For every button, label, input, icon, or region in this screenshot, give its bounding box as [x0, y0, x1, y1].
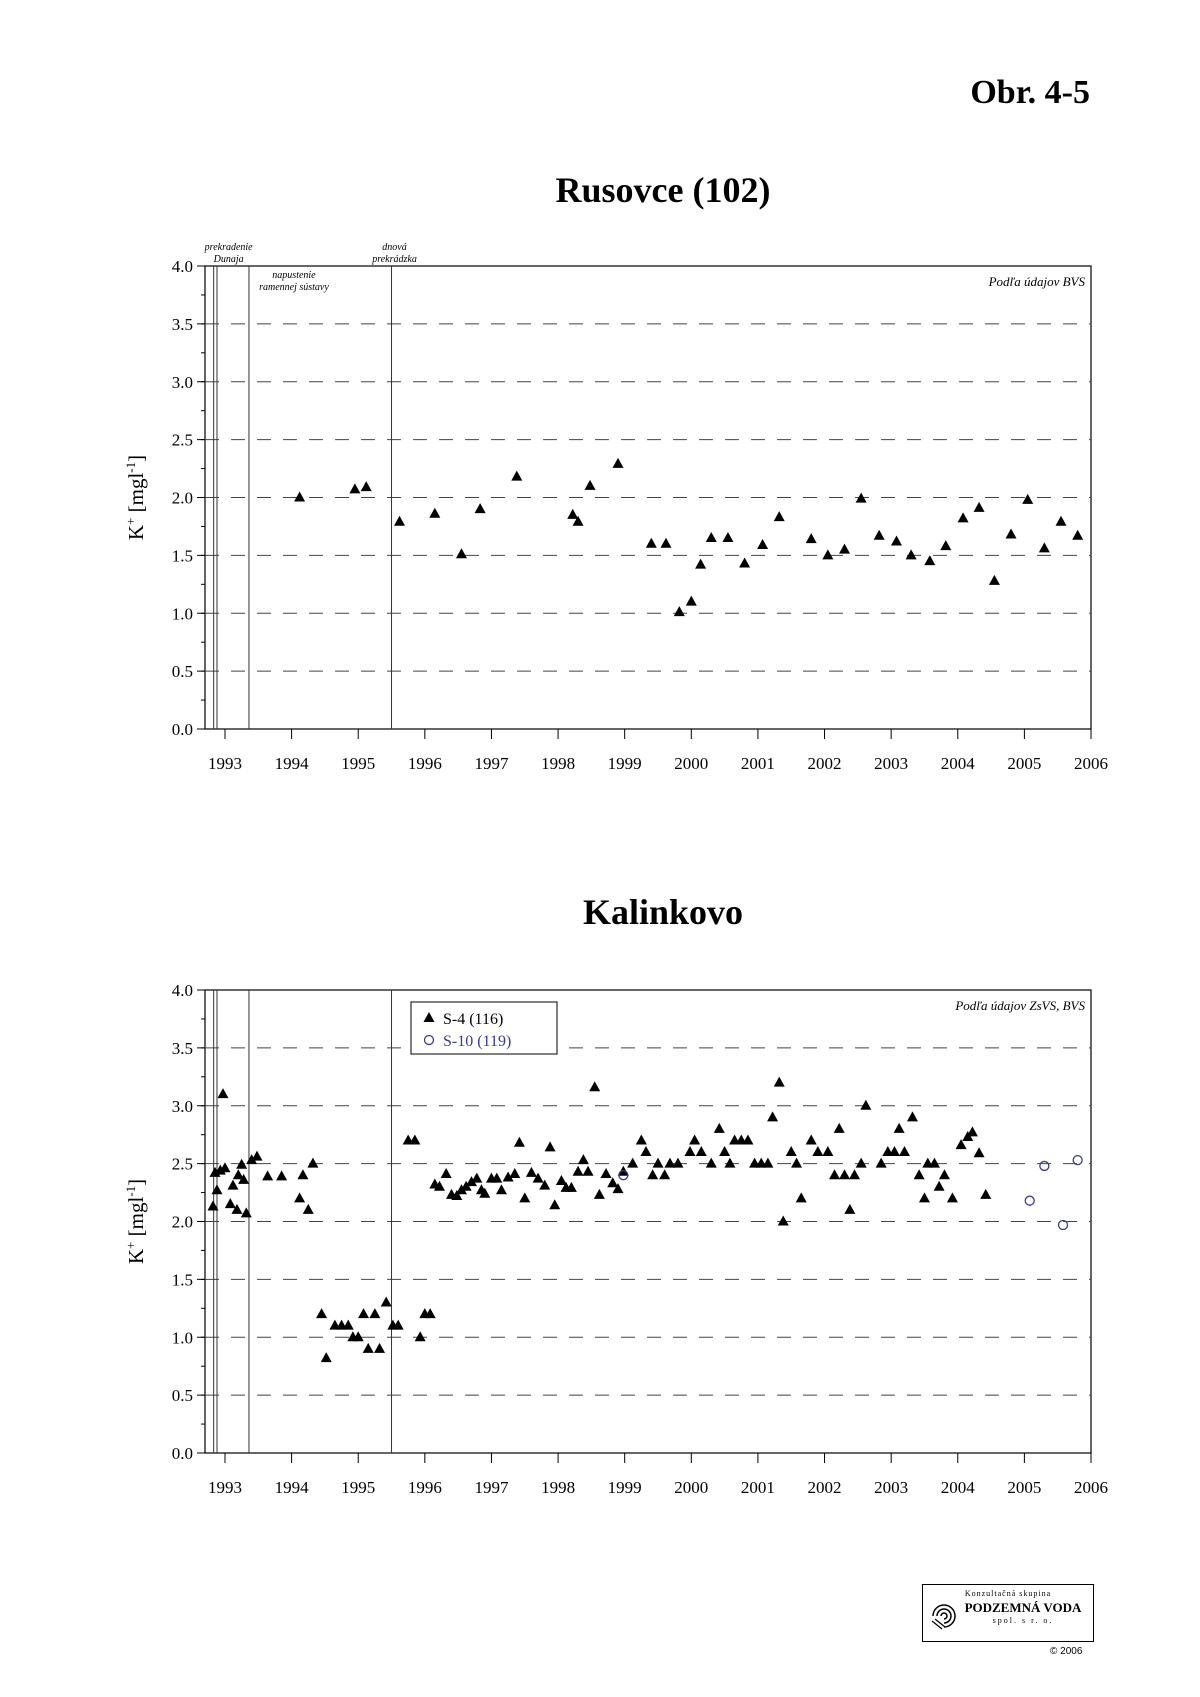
- data-point-triangle: [613, 458, 624, 468]
- x-tick-label: 1996: [407, 754, 442, 773]
- data-point-triangle: [316, 1308, 327, 1318]
- data-point-triangle: [822, 1146, 833, 1156]
- data-point-triangle: [689, 1134, 700, 1144]
- data-point-triangle: [217, 1088, 228, 1098]
- data-point-triangle: [722, 532, 733, 542]
- x-tick-label: 1997: [474, 1478, 509, 1497]
- y-tick-label: 3.5: [171, 314, 193, 334]
- data-point-triangle: [672, 1158, 683, 1168]
- data-point-triangle: [514, 1137, 525, 1147]
- data-point-triangle: [874, 530, 885, 540]
- event-label: prekrádzka: [372, 254, 417, 265]
- legend-label: S-4 (116): [443, 1011, 504, 1028]
- data-point-triangle: [441, 1168, 452, 1178]
- data-point-triangle: [924, 555, 935, 565]
- data-point-triangle: [369, 1308, 380, 1318]
- data-point-triangle: [719, 1146, 730, 1156]
- y-tick-label: 4.0: [171, 257, 193, 276]
- y-axis-label-part: +: [123, 517, 138, 525]
- data-point-triangle: [594, 1189, 605, 1199]
- x-tick-label: 2005: [1007, 754, 1042, 773]
- y-tick-label: 1.0: [171, 1328, 193, 1348]
- chart-title: Kalinkovo: [582, 892, 744, 932]
- x-tick-label: 2006: [1074, 1478, 1108, 1497]
- y-tick-label: 3.0: [171, 372, 193, 392]
- data-point-triangle: [796, 1192, 807, 1202]
- data-point-triangle: [409, 1134, 420, 1144]
- data-point-triangle: [786, 1146, 797, 1156]
- data-point-triangle: [714, 1123, 725, 1133]
- y-axis-label-part: ]: [124, 1178, 148, 1186]
- data-point-triangle: [251, 1151, 262, 1161]
- data-point-triangle: [589, 1081, 600, 1091]
- data-point-triangle: [876, 1158, 887, 1168]
- data-point-triangle: [276, 1170, 287, 1180]
- data-point-triangle: [1022, 494, 1033, 504]
- logo-main-text: PODZEMNÁ VODA: [964, 1600, 1082, 1615]
- data-point-triangle: [475, 503, 486, 513]
- data-point-triangle: [1039, 542, 1050, 552]
- x-tick-label: 1993: [207, 1478, 242, 1497]
- x-tick-label: 2006: [1074, 754, 1108, 773]
- data-point-triangle: [549, 1199, 560, 1209]
- data-point-triangle: [906, 549, 917, 559]
- data-point-triangle: [839, 1169, 850, 1179]
- x-tick-label: 2004: [940, 1478, 975, 1497]
- data-point-triangle: [914, 1169, 925, 1179]
- y-axis-label: [123, 455, 148, 540]
- y-axis-label: [123, 1179, 148, 1264]
- chart-title: Rusovce (102): [555, 170, 771, 210]
- data-point-circle: [1040, 1161, 1049, 1170]
- data-point-triangle: [573, 1166, 584, 1176]
- data-point-triangle: [757, 539, 768, 549]
- data-point-triangle: [860, 1100, 871, 1110]
- data-point-triangle: [509, 1168, 520, 1178]
- data-point-triangle: [834, 1123, 845, 1133]
- data-point-triangle: [762, 1158, 773, 1168]
- event-label: dnová: [382, 242, 407, 253]
- data-point-triangle: [647, 1169, 658, 1179]
- y-tick-label: 1.5: [171, 1270, 193, 1290]
- data-point-triangle: [567, 509, 578, 519]
- y-axis-label-part: ]: [124, 454, 148, 462]
- copyright: © 2006: [1050, 1646, 1083, 1657]
- data-point-triangle: [374, 1343, 385, 1353]
- event-label: napustenie: [272, 270, 316, 281]
- source-note: Podľa údajov BVS: [988, 274, 1085, 289]
- data-point-triangle: [742, 1134, 753, 1144]
- y-tick-label: 1.5: [171, 546, 193, 566]
- data-point-triangle: [646, 538, 657, 548]
- data-point-triangle: [696, 1146, 707, 1156]
- x-tick-label: 1994: [274, 754, 309, 773]
- data-point-triangle: [907, 1111, 918, 1121]
- y-tick-label: 1.0: [171, 604, 193, 624]
- data-point-triangle: [496, 1184, 507, 1194]
- logo-top-text: Konzultačná skupina: [964, 1589, 1052, 1598]
- x-tick-label: 2001: [740, 754, 775, 773]
- data-point-triangle: [361, 481, 372, 491]
- data-point-triangle: [349, 483, 360, 493]
- data-point-triangle: [695, 559, 706, 569]
- y-tick-label: 3.0: [171, 1096, 193, 1116]
- data-point-triangle: [211, 1184, 222, 1194]
- x-tick-label: 2001: [740, 1478, 775, 1497]
- data-point-triangle: [974, 502, 985, 512]
- data-point-triangle: [829, 1169, 840, 1179]
- data-point-triangle: [394, 516, 405, 526]
- data-point-triangle: [659, 1169, 670, 1179]
- data-point-triangle: [856, 1158, 867, 1168]
- data-point-triangle: [303, 1204, 314, 1214]
- figure-label: Obr. 4-5: [970, 74, 1090, 111]
- y-tick-label: 0.0: [171, 1444, 193, 1463]
- data-point-triangle: [739, 557, 750, 567]
- data-point-triangle: [1072, 530, 1083, 540]
- data-point-triangle: [307, 1158, 318, 1168]
- data-point-triangle: [774, 511, 785, 521]
- data-point-triangle: [822, 549, 833, 559]
- x-tick-label: 1997: [474, 754, 509, 773]
- data-point-triangle: [636, 1134, 647, 1144]
- x-tick-label: 1993: [207, 754, 242, 773]
- logo-sub-text: spol. s r. o.: [992, 1616, 1054, 1625]
- data-point-triangle: [294, 1192, 305, 1202]
- logo-mark-icon: [929, 1601, 959, 1631]
- x-tick-label: 2002: [807, 1478, 842, 1497]
- data-point-triangle: [849, 1169, 860, 1179]
- data-point-triangle: [225, 1198, 236, 1208]
- y-axis-label-part: [mgl: [124, 1196, 148, 1242]
- x-tick-label: 2003: [874, 1478, 909, 1497]
- y-axis-label-part: +: [123, 1241, 138, 1249]
- x-tick-label: 1994: [274, 1478, 309, 1497]
- company-logo: [922, 1584, 1094, 1642]
- data-point-triangle: [919, 1192, 930, 1202]
- data-point-triangle: [456, 548, 467, 558]
- data-point-circle: [1025, 1196, 1034, 1205]
- data-point-triangle: [967, 1126, 978, 1136]
- data-point-triangle: [974, 1147, 985, 1157]
- data-point-triangle: [706, 1158, 717, 1168]
- y-tick-label: 4.0: [171, 981, 193, 1000]
- y-axis-label-part: -1: [123, 1185, 138, 1197]
- data-point-triangle: [294, 492, 305, 502]
- data-point-triangle: [940, 540, 951, 550]
- data-point-circle: [1073, 1156, 1082, 1165]
- data-point-triangle: [358, 1308, 369, 1318]
- data-point-triangle: [227, 1180, 238, 1190]
- data-point-triangle: [778, 1216, 789, 1226]
- x-tick-label: 2002: [807, 754, 842, 773]
- data-point-triangle: [806, 1134, 817, 1144]
- event-label: prekradenie: [204, 242, 253, 253]
- data-point-triangle: [812, 1146, 823, 1156]
- data-point-triangle: [1056, 516, 1067, 526]
- data-point-triangle: [684, 1146, 695, 1156]
- data-point-triangle: [806, 533, 817, 543]
- data-point-triangle: [321, 1352, 332, 1362]
- y-axis-label-part: K: [124, 524, 148, 541]
- y-tick-label: 2.5: [171, 1154, 193, 1174]
- x-tick-label: 2004: [940, 754, 975, 773]
- y-axis-label-part: [mgl: [124, 472, 148, 518]
- data-point-triangle: [526, 1167, 537, 1177]
- data-point-triangle: [660, 538, 671, 548]
- data-point-triangle: [519, 1192, 530, 1202]
- legend-label: S-10 (119): [443, 1033, 512, 1050]
- data-point-triangle: [381, 1297, 392, 1307]
- data-point-triangle: [1006, 529, 1017, 539]
- data-point-triangle: [241, 1207, 252, 1217]
- x-tick-label: 1998: [541, 1478, 576, 1497]
- y-tick-label: 2.5: [171, 430, 193, 450]
- data-point-triangle: [511, 471, 522, 481]
- y-tick-label: 0.5: [171, 662, 193, 682]
- y-tick-label: 2.0: [171, 488, 193, 508]
- y-axis-label-part: -1: [123, 461, 138, 473]
- data-point-triangle: [262, 1170, 273, 1180]
- event-label: ramennej sústavy: [259, 282, 329, 293]
- data-point-triangle: [844, 1204, 855, 1214]
- data-point-triangle: [674, 606, 685, 616]
- x-tick-label: 2000: [674, 1478, 709, 1497]
- data-point-triangle: [471, 1173, 482, 1183]
- data-point-triangle: [891, 535, 902, 545]
- data-point-triangle: [724, 1158, 735, 1168]
- data-point-triangle: [297, 1169, 308, 1179]
- x-tick-label: 2000: [674, 754, 709, 773]
- x-tick-label: 2003: [874, 754, 909, 773]
- data-point-triangle: [934, 1181, 945, 1191]
- data-point-triangle: [652, 1158, 663, 1168]
- data-point-triangle: [585, 480, 596, 490]
- x-tick-label: 1996: [407, 1478, 442, 1497]
- data-point-triangle: [415, 1331, 426, 1341]
- y-axis-label-part: K: [124, 1248, 148, 1265]
- x-tick-label: 1995: [341, 1478, 376, 1497]
- data-point-triangle: [583, 1166, 594, 1176]
- data-point-triangle: [839, 544, 850, 554]
- data-point-triangle: [929, 1158, 940, 1168]
- data-point-triangle: [939, 1169, 950, 1179]
- data-point-triangle: [601, 1168, 612, 1178]
- data-point-triangle: [627, 1158, 638, 1168]
- data-point-triangle: [767, 1111, 778, 1121]
- data-point-triangle: [958, 512, 969, 522]
- x-tick-label: 1995: [341, 754, 376, 773]
- data-point-triangle: [894, 1123, 905, 1133]
- data-point-triangle: [578, 1154, 589, 1164]
- data-point-triangle: [989, 575, 1000, 585]
- data-point-triangle: [686, 596, 697, 606]
- data-point-triangle: [343, 1320, 354, 1330]
- x-tick-label: 1999: [607, 1478, 642, 1497]
- source-note: Podľa údajov ZsVS, BVS: [955, 998, 1085, 1013]
- data-point-triangle: [545, 1141, 556, 1151]
- data-point-triangle: [980, 1189, 991, 1199]
- data-point-triangle: [706, 532, 717, 542]
- data-point-triangle: [899, 1146, 910, 1156]
- x-tick-label: 1998: [541, 754, 576, 773]
- data-point-triangle: [889, 1146, 900, 1156]
- data-point-triangle: [641, 1146, 652, 1156]
- data-point-triangle: [947, 1192, 958, 1202]
- data-point-triangle: [791, 1158, 802, 1168]
- y-tick-label: 3.5: [171, 1038, 193, 1058]
- data-point-triangle: [429, 508, 440, 518]
- x-tick-label: 2005: [1007, 1478, 1042, 1497]
- y-tick-label: 2.0: [171, 1212, 193, 1232]
- x-tick-label: 1999: [607, 754, 642, 773]
- event-label: Dunaja: [213, 254, 244, 265]
- data-point-triangle: [363, 1343, 374, 1353]
- data-point-triangle: [774, 1077, 785, 1087]
- y-tick-label: 0.0: [171, 720, 193, 739]
- y-tick-label: 0.5: [171, 1386, 193, 1406]
